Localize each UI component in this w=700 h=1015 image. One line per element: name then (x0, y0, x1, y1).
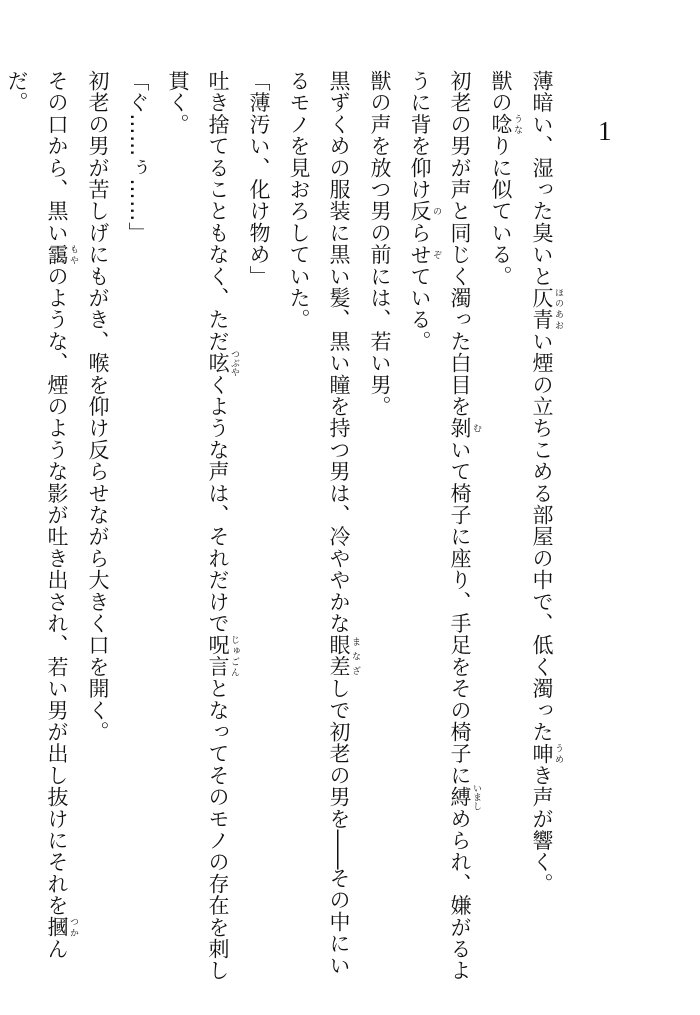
ruby-tsuka (45, 916, 78, 939)
ruby-base: 縛 (448, 783, 472, 811)
text-run: その中にいるモノを見おろしていた。 (287, 70, 351, 977)
dialogue-line: 「薄汚い、化け物め」 (247, 70, 271, 287)
ruby-ume (530, 742, 563, 765)
ruby-reading: ぞ (431, 243, 441, 266)
ruby-manaza (327, 634, 360, 678)
ruby-base: 摑 (45, 916, 69, 939)
page-number: 1 (598, 116, 612, 146)
text-run: き声が響く。 (530, 764, 554, 895)
paragraph-5 (279, 70, 360, 985)
ruby-imashi (448, 783, 481, 811)
ruby-mu (448, 417, 481, 439)
paragraph-2 (481, 70, 522, 985)
text-run: 黒ずくめの服装に黒い髪、黒い瞳を持つ男は、冷ややかな (327, 70, 351, 635)
text-run: のような、煙のような影が吐き出され、若い男が出し抜けにそれを (45, 265, 69, 917)
ruby-reading: む (471, 417, 481, 439)
ruby-honoao (530, 287, 563, 331)
ruby-reading: うな (512, 113, 522, 136)
text-run: その口から、黒い (45, 70, 69, 244)
paragraph-4 (360, 70, 400, 985)
paragraph-1 (522, 70, 563, 985)
text-run: りに似ている。 (489, 135, 513, 288)
paragraph-9 (78, 70, 118, 985)
text-run: んだ。 (5, 70, 69, 960)
ruby-base: 反 (408, 200, 432, 222)
dialogue-line: 「ぐ……ぅ……」 (126, 70, 150, 244)
text-run: ている。 (408, 265, 432, 353)
text-run: 獣の声を放つ男の前には、若い男。 (368, 70, 392, 418)
text-run: 薄暗い、湿った臭いと (530, 70, 554, 287)
ruby-reading: うめ (553, 742, 563, 765)
ruby-jugon (206, 634, 239, 678)
ruby-reading: つぶや (229, 349, 239, 377)
ruby-reading: の (431, 200, 441, 222)
text-run: しで初老の男を (327, 677, 351, 830)
ruby-base: 呟 (206, 349, 230, 377)
vertical-text-body (5, 70, 563, 985)
text-run: ら (408, 221, 432, 244)
ruby-reading: じゅごん (229, 634, 239, 678)
ruby-base: 仄青 (530, 287, 554, 331)
ruby-reading: もや (68, 243, 78, 266)
text-run: いて椅子に座り、手足をその椅子に (448, 438, 472, 787)
ruby-no (408, 200, 441, 222)
text-run: となってそのモノの存在を刺し貫く。 (166, 70, 230, 982)
text-run: い煙の立ちこめる部屋の中で、低く濁った (530, 330, 554, 743)
text-run: 吐き捨てることもなく、ただ (206, 70, 230, 353)
em-dash: ―― (327, 829, 351, 868)
paragraph-6-dialogue (239, 70, 279, 985)
ruby-base: 剝 (448, 417, 472, 439)
paragraph-3 (400, 70, 481, 985)
ruby-moya (45, 243, 78, 266)
ruby-tsubuya (206, 349, 239, 377)
ruby-reading: つか (68, 916, 78, 939)
text-run: 初老の男が声と同じく濁った白目を (448, 70, 472, 418)
ruby-base: 呻 (530, 742, 554, 765)
ruby-reading: まなざ (350, 634, 360, 678)
ruby-base: せ (408, 243, 432, 266)
text-run: められ、嫌がるように背を仰け (408, 70, 472, 982)
paragraph-7 (158, 70, 239, 985)
text-run: 獣の (489, 70, 513, 114)
text-run: くような声は、それだけで (206, 373, 230, 635)
text-run: 初老の男が苦しげにもがき、喉を仰け反らせながら大きく口を開く。 (86, 70, 110, 743)
ruby-reading: いまし (471, 783, 481, 811)
ruby-base: 靄 (45, 243, 69, 266)
paragraph-8-dialogue (118, 70, 158, 985)
ruby-una (489, 113, 522, 136)
paragraph-10 (0, 70, 78, 985)
ruby-reading: ほのあお (553, 287, 563, 331)
ruby-base: 唸 (489, 113, 513, 136)
ruby-base: 眼差 (327, 634, 351, 678)
ruby-base: 呪言 (206, 634, 230, 678)
ruby-zo (408, 243, 441, 266)
